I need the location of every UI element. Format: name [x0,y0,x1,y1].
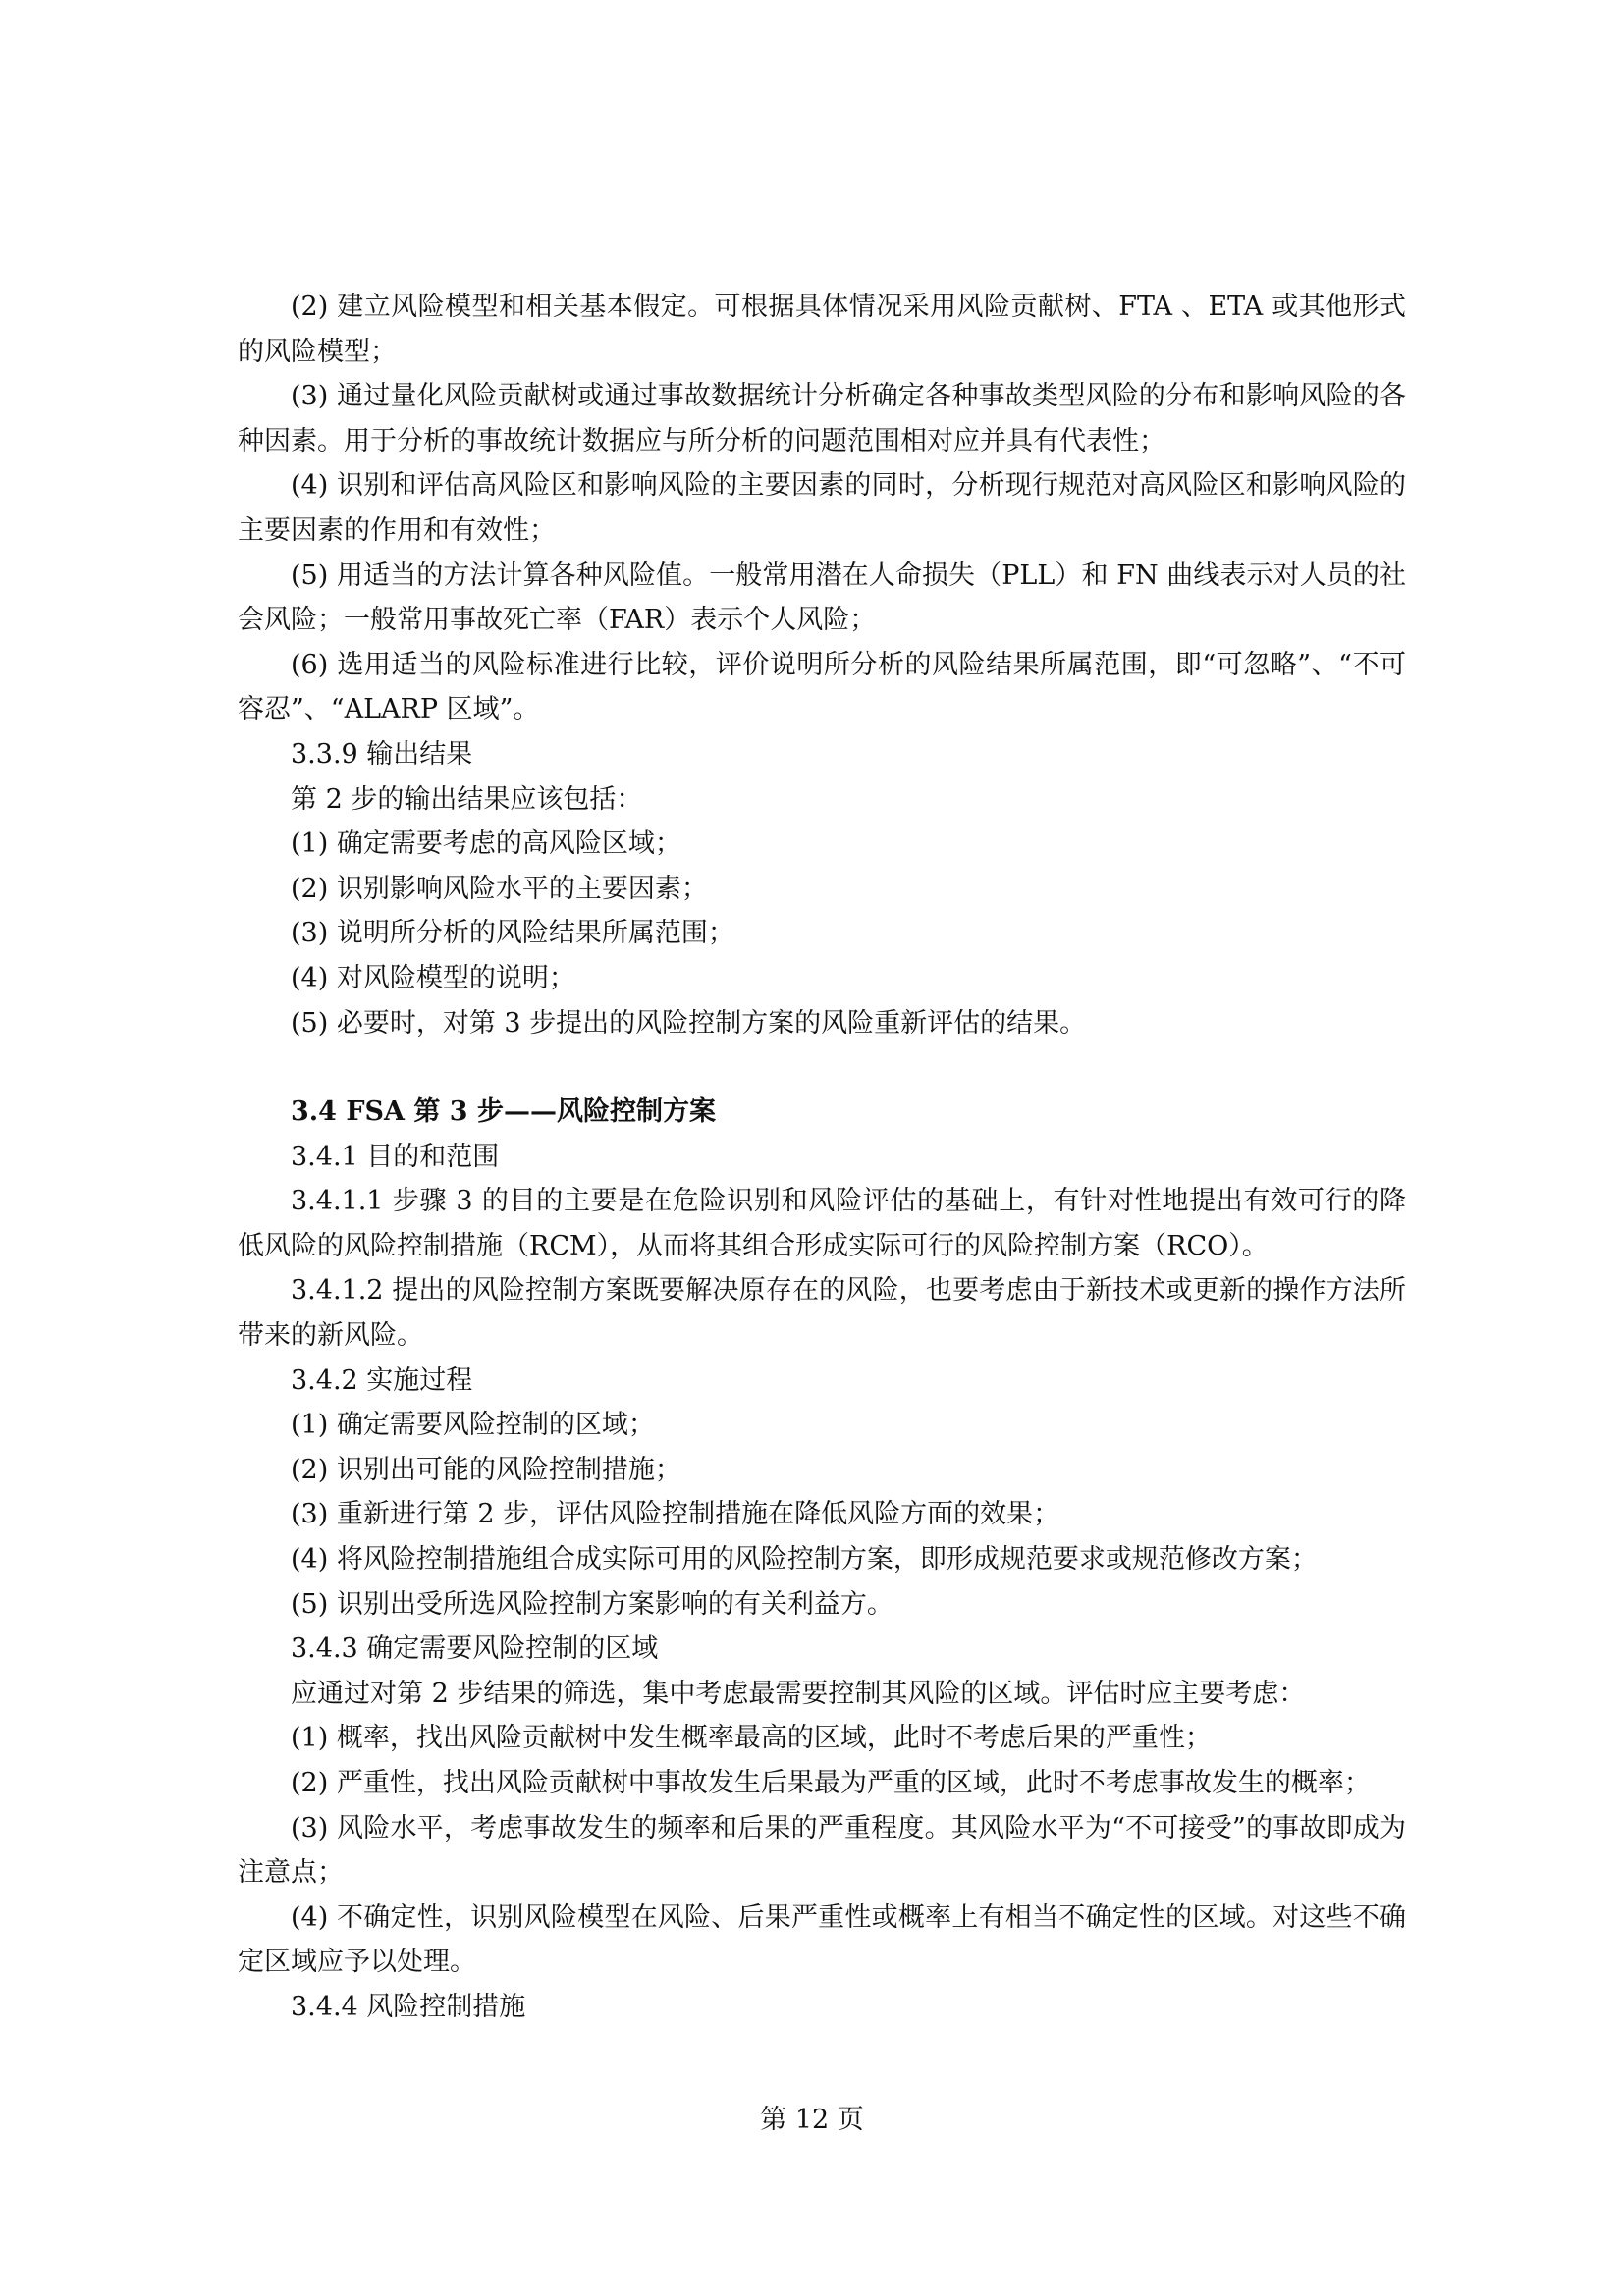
paragraph-3-4-1-2: 3.4.1.2 提出的风险控制方案既要解决原存在的风险，也要考虑由于新技术或更新的操作方法所带来的新风险。 [238,1275,1406,1352]
intro-3-4-3: 应通过对第 2 步结果的筛选，集中考虑最需要控制其风险的区域。评估时应主要考虑： [291,1678,1306,1709]
heading-3-4-2: 3.4.2 实施过程 [291,1364,473,1396]
paragraph-3-4-1-1: 3.4.1.1 步骤 3 的目的主要是在危险识别和风险评估的基础上，有针对性地提出有效可行的降低风险的风险控制措施（RCM），从而将其组合形成实际可行的风险控制方案（RCO）。 [238,1186,1406,1261]
list-item: (3) 重新进行第 2 步，评估风险控制措施在降低风险方面的效果； [291,1499,1060,1530]
paragraph-quantify: (3) 通过量化风险贡献树或通过事故数据统计分析确定各种事故类型风险的分布和影响风险的各种因素。用于分析的事故统计数据应与所分析的问题范围相对应并具有代表性； [238,381,1406,456]
paragraph-identify: (4) 识别和评估高风险区和影响风险的主要因素的同时，分析现行规范对高风险区和影响风险的主要因素的作用和有效性； [238,470,1406,546]
heading-3-4-1: 3.4.1 目的和范围 [291,1141,500,1172]
list-item: (5) 必要时，对第 3 步提出的风险控制方案的风险重新评估的结果。 [291,1007,1087,1039]
list-item: (1) 确定需要风险控制的区域； [291,1410,655,1441]
section-title-3-4: 3.4 FSA 第 3 步——风险控制方案 [291,1096,716,1128]
list-item: (4) 对风险模型的说明； [291,962,575,993]
heading-3-4-3: 3.4.3 确定需要风险控制的区域 [291,1633,659,1665]
list-item: (1) 确定需要考虑的高风险区域； [291,828,681,860]
list-item: (2) 识别影响风险水平的主要因素； [291,873,708,904]
list-item: (5) 识别出受所选风险控制方案影响的有关利益方。 [291,1588,893,1620]
heading-3-4-4: 3.4.4 风险控制措施 [291,1991,526,2022]
paragraph-probability: (1) 概率，找出风险贡献树中发生概率最高的区域，此时不考虑后果的严重性； [291,1723,1212,1754]
paragraph-uncertainty: (4) 不确定性，识别风险模型在风险、后果严重性或概率上有相当不确定性的区域。对这些不确定区域应予以处理。 [238,1901,1406,1978]
list-item: (3) 说明所分析的风险结果所属范围； [291,918,734,949]
paragraph-calculate: (5) 用适当的方法计算各种风险值。一般常用潜在人命损失（PLL）和 FN 曲线表示对人员的社会风险；一般常用事故死亡率（FAR）表示个人风险； [238,560,1406,636]
page-body [238,285,1406,2030]
paragraph-risk-level: (3) 风险水平，考虑事故发生的频率和后果的严重程度。其风险水平为“不可接受”的事故即成为注意点； [238,1812,1406,1889]
paragraph-compare: (6) 选用适当的风险标准进行比较，评价说明所分析的风险结果所属范围，即“可忽略”、“不可容忍”、“ALARP 区域”。 [238,649,1406,725]
paragraph-severity: (2) 严重性，找出风险贡献树中事故发生后果最为严重的区域，此时不考虑事故发生的概率； [291,1768,1371,1798]
intro-3-3-9: 第 2 步的输出结果应该包括： [291,783,643,815]
page-number: 第 12 页 [760,2105,864,2135]
paragraph-model: (2) 建立风险模型和相关基本假定。可根据具体情况采用风险贡献树、FTA 、ETA 或其他形式的风险模型； [238,292,1406,367]
section-spacer [238,1045,1406,1090]
list-item: (4) 将风险控制措施组合成实际可用的风险控制方案，即形成规范要求或规范修改方案； [291,1544,1318,1575]
list-item: (2) 识别出可能的风险控制措施； [291,1454,681,1485]
heading-3-3-9: 3.3.9 输出结果 [291,738,473,770]
